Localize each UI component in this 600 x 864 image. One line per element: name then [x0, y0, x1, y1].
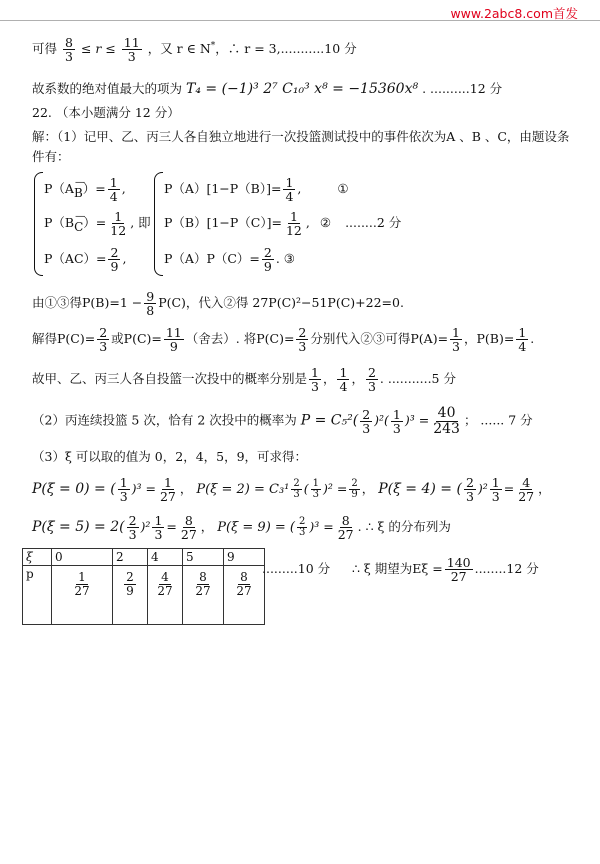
- fraction: $\frac{8}{3}$: [65, 35, 73, 65]
- formula: T₄ = (−1)³ 2⁷ C₁₀³ x⁸ = −15360x⁸: [186, 81, 419, 97]
- sys1-row2: P（B— C）= $\frac{1}{12}$ , 即: [44, 210, 151, 237]
- line-r-range: [32, 36, 357, 63]
- table-cell: 9: [224, 549, 265, 566]
- line-part3: （3）ξ 可以取的值为 0，2，4，5，9，可求得：: [32, 449, 308, 464]
- text: ≤ r ≤: [80, 41, 116, 57]
- site-header-link[interactable]: www.2abc8.com首发: [450, 6, 578, 21]
- table-cell: 5: [183, 549, 224, 566]
- line-p-values-1: P(ξ = 0) = ( $\frac{1}{3}$ )³ = $\frac{1}{27}$ ， P(ξ = 2) = C₃¹ $\frac{2}{3}$ ( $\frac{1}{3}$ )² = $\frac{2}{9}$ ， P(ξ = 4) = ( $\frac{2}{3}$ )² $\frac{1}{3}$ = $\frac{4}{27}$ ，: [32, 475, 551, 505]
- score-note: ........12 分: [474, 561, 539, 577]
- solution-intro: 解：（1）记甲、乙、丙三人各自独立地进行一次投篮测试投中的事件依次为A 、B 、C，由题设条: [32, 129, 570, 144]
- table-cell: $\frac{1}{27}$: [52, 566, 113, 625]
- line-part2: （2）丙连续投篮 5 次，恰有 2 次投中的概率为 P = C₅²( $\frac{2}{3}$ )²( $\frac{1}{3}$ )³ = $\frac{40}{243}$ ； ...... 7 分: [32, 405, 533, 437]
- table-cell: p: [23, 566, 52, 625]
- sys2-row3: P（A）P（C）= $\frac{2}{9}$ . ③: [164, 245, 295, 275]
- table-row: [23, 566, 265, 625]
- table-row: [23, 549, 265, 566]
- line-max-term: [32, 80, 502, 98]
- table-cell: 2: [113, 549, 148, 566]
- header-divider: [0, 20, 600, 21]
- table-cell: $\frac{8}{27}$: [224, 566, 265, 625]
- line-p-values-2: P(ξ = 5) = 2( $\frac{2}{3}$ )² $\frac{1}{3}$ = $\frac{8}{27}$ ， P(ξ = 9) = ( $\frac{2}{3}$ )³ = $\frac{8}{27}$ . ∴ ξ 的分布列为: [32, 513, 451, 543]
- distribution-table: [22, 548, 265, 625]
- line-solve-pc: 解得P(C)= $\frac{2}{3}$ 或P(C)= $\frac{11}{9}$ （舍去）. 将P(C)= $\frac{2}{3}$ 分别代入②③可得P(A)= $\frac{1}{3}$ ，P(B)= $\frac{1}{4}$ .: [32, 325, 535, 355]
- fraction: $\frac{11}{3}$: [123, 35, 140, 65]
- line-probabilities: 故甲、乙、丙三人各自投篮一次投中的概率分别是 $\frac{1}{3}$ ， $\frac{1}{4}$ ， $\frac{2}{3}$ . ...........5 分: [32, 365, 456, 395]
- question-title: 22. （本小题满分 12 分）: [32, 105, 180, 120]
- left-brace: [34, 172, 43, 276]
- text: 可得: [32, 41, 58, 57]
- text: 故系数的绝对值最大的项为: [32, 81, 183, 96]
- sys2-row2: P（B）[1−P（C）]= $\frac{1}{12}$ , ② ........2 分: [164, 209, 402, 239]
- sys1-row3: P（AC）= $\frac{2}{9}$ ,: [44, 245, 127, 275]
- score-note: . ..........12 分: [422, 81, 503, 96]
- table-cell: 0: [52, 549, 113, 566]
- score-note: ； ...... 7 分: [463, 412, 533, 428]
- sys1-row1: P（A— B）= $\frac{1}{4}$ ,: [44, 176, 126, 203]
- line-expectation: ∴ ξ 期望为Eξ = $\frac{140}{27}$ ........12 分: [352, 555, 539, 585]
- score-note: . ...........5 分: [379, 371, 456, 387]
- text: ，又 r ∈ N: [147, 41, 211, 57]
- table-cell: $\frac{2}{9}$: [113, 566, 148, 625]
- score-10: .........10 分: [262, 561, 331, 576]
- line-derive-pb: 由①③得P(B)=1 − $\frac{9}{8}$ P(C)，代入②得 27P(C)²−51P(C)+22=0.: [32, 289, 404, 319]
- score-note: ...........10 分: [280, 41, 357, 57]
- table-cell: ξ: [23, 549, 52, 566]
- table-cell: $\frac{8}{27}$: [183, 566, 224, 625]
- left-brace: [154, 172, 163, 276]
- solution-intro-2: 件有：: [32, 149, 70, 164]
- text: *: [210, 40, 216, 51]
- table-cell: $\frac{4}{27}$: [148, 566, 183, 625]
- score-note: ........2 分: [345, 215, 402, 231]
- text: ，∴ r = 3,: [215, 41, 281, 57]
- sys2-row1: P（A）[1−P（B）]= $\frac{1}{4}$ , ①: [164, 175, 349, 205]
- table-cell: 4: [148, 549, 183, 566]
